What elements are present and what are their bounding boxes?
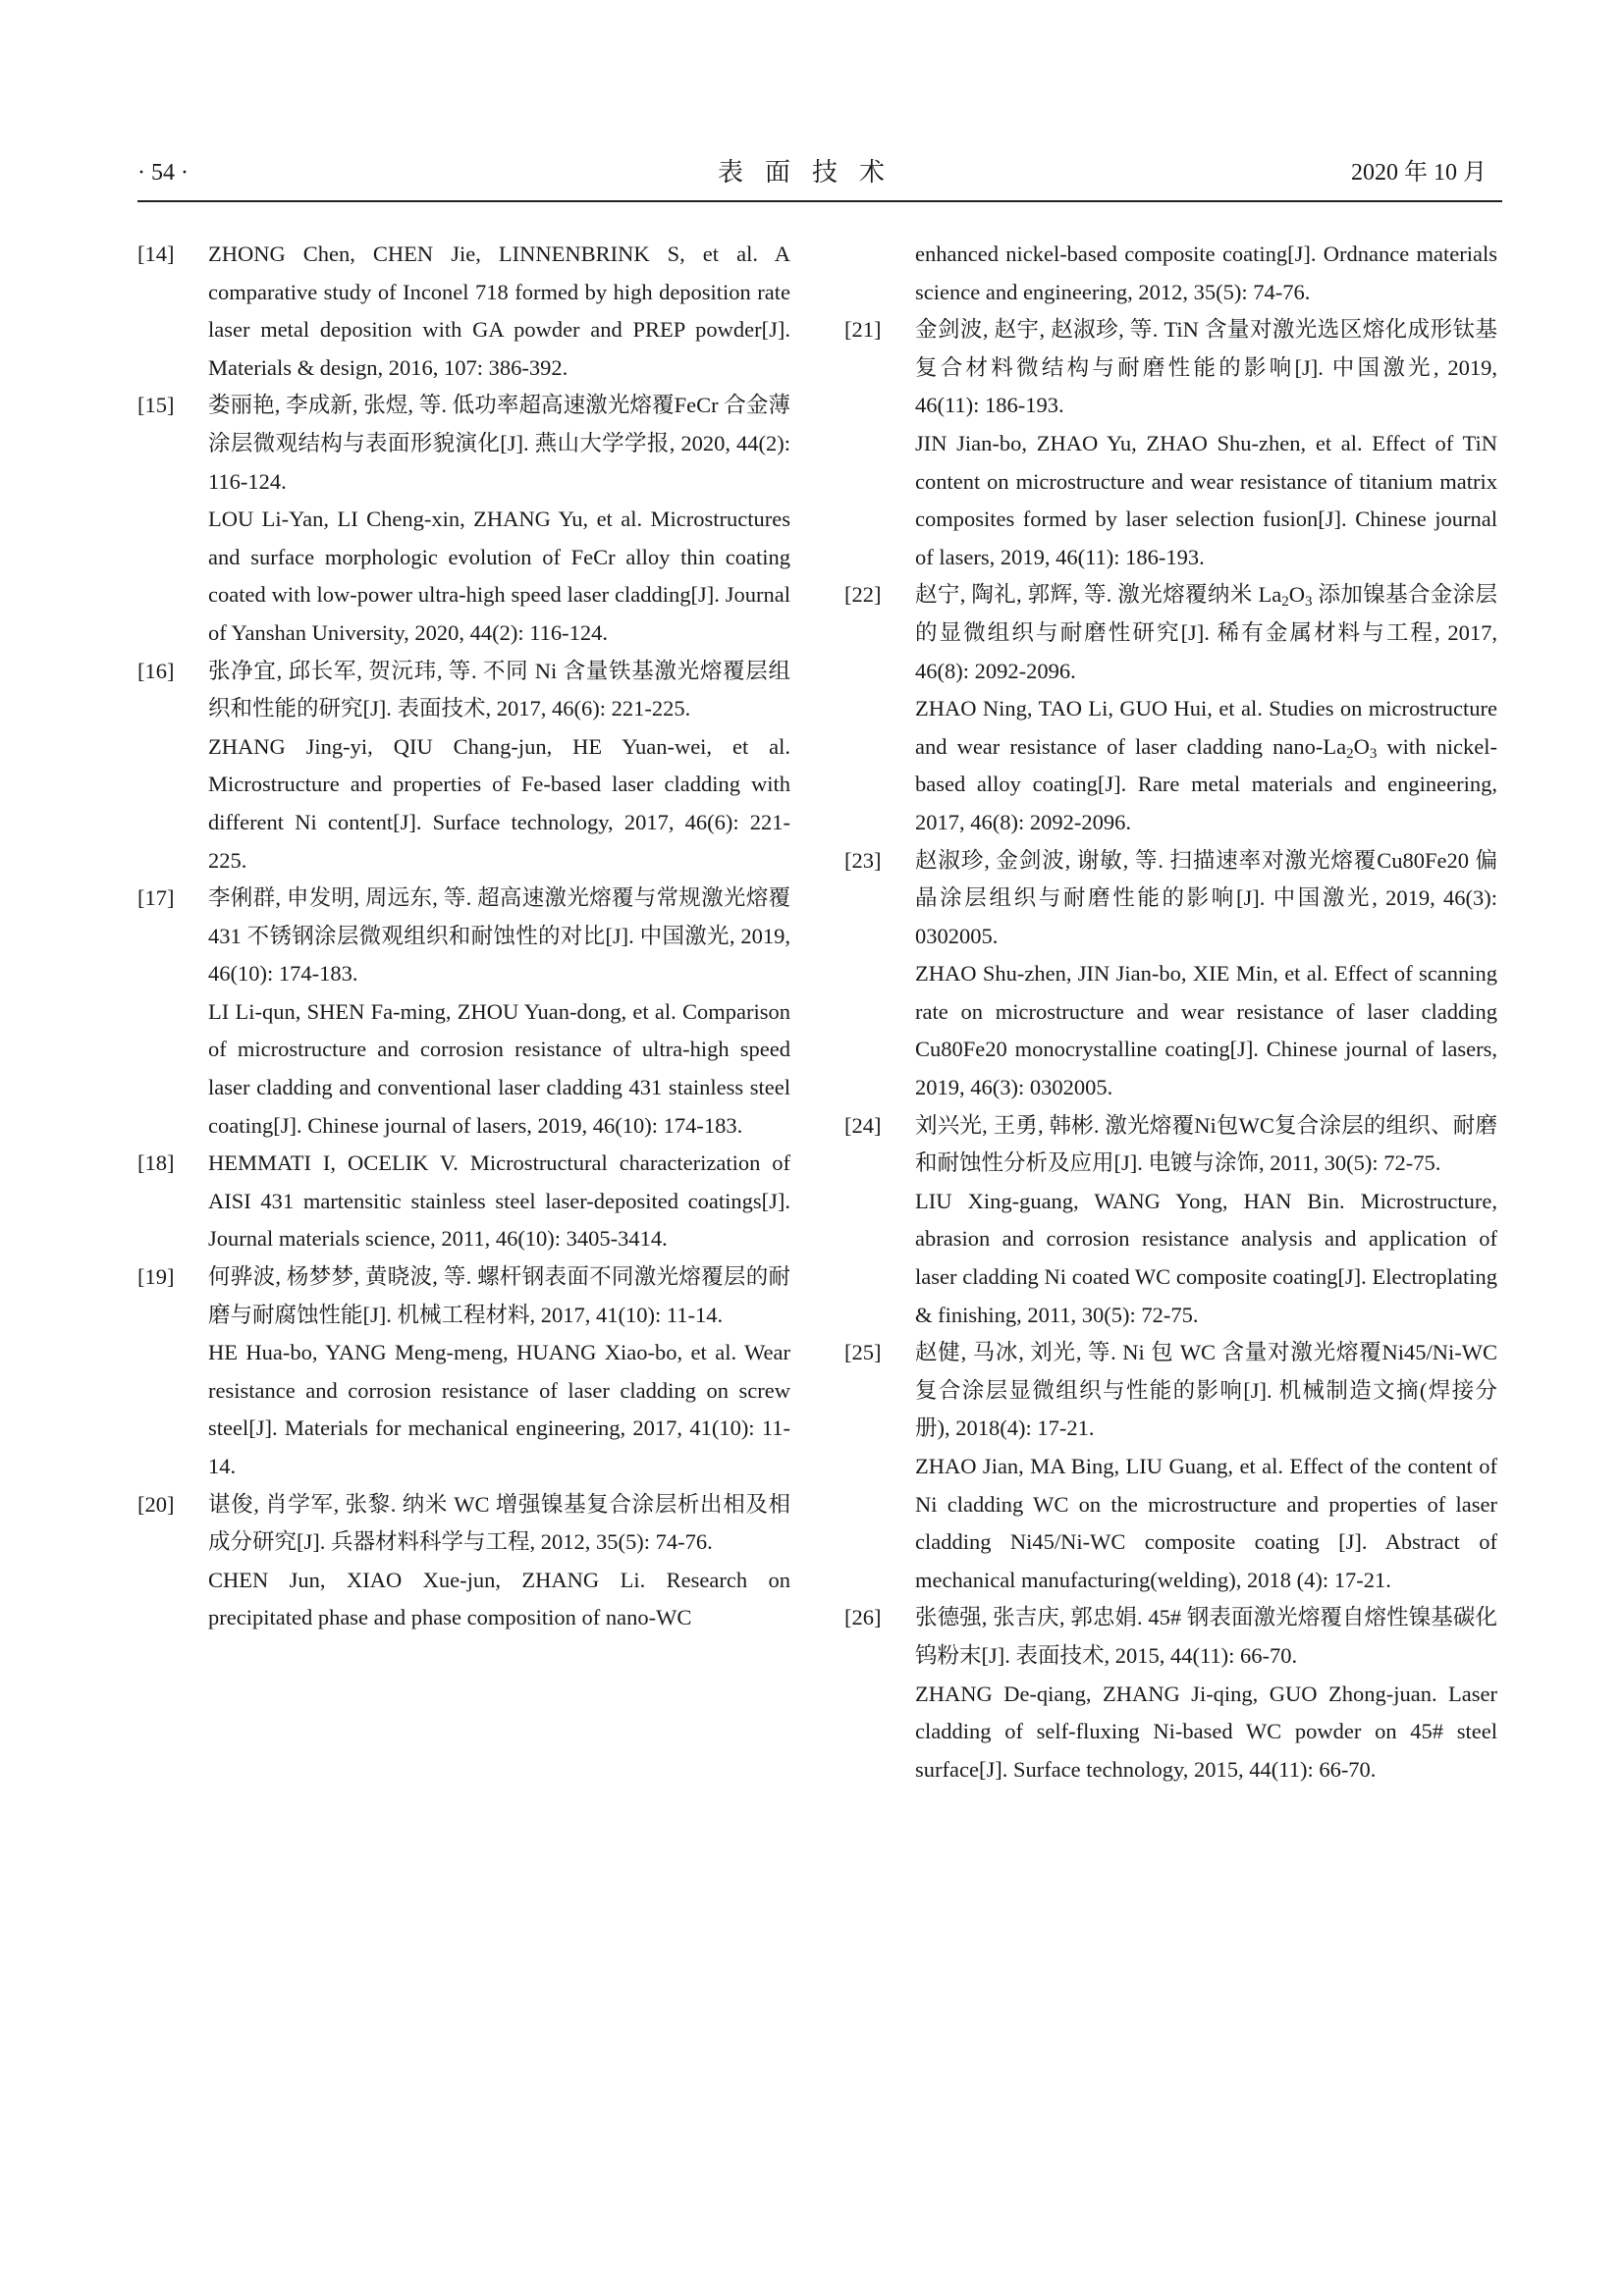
reference-text-en: LIU Xing-guang, WANG Yong, HAN Bin. Microstructure, abrasion and corrosion resistance analysis and application of laser cladding Ni coated WC composite coating[J]. Electroplating & finishing, 2011, 30(5): 72-75. — [915, 1188, 1497, 1327]
reference-text-en: ZHANG De-qiang, ZHANG Ji-qing, GUO Zhong-juan. Laser cladding of self-fluxing Ni-based WC powder on 45# steel surface[J]. Surface technology, 2015, 44(11): 66-70. — [915, 1681, 1497, 1782]
reference-number: [18] — [137, 1150, 175, 1176]
header-rule — [137, 200, 1502, 202]
reference-text-zh: 娄丽艳, 李成新, 张煜, 等. 低功率超高速激光熔覆FeCr 合金薄涂层微观结构与表面形貌演化[J]. 燕山大学学报, 2020, 44(2): 116-124. — [208, 393, 790, 494]
reference-text-en: LI Li-qun, SHEN Fa-ming, ZHOU Yuan-dong, et al. Comparison of microstructure and corrosion resistance of ultra-high speed laser cladding and conventional laser cladding 431 stainless steel coating[J]. Chinese journal of lasers, 2019, 46(10): 174-183. — [208, 998, 790, 1138]
reference-number: [25] — [844, 1340, 882, 1365]
reference-number: [17] — [137, 885, 175, 911]
reference-21 — [844, 311, 1497, 576]
reference-number: [15] — [137, 393, 175, 418]
reference-text-en: enhanced nickel-based composite coating[J]. Ordnance materials science and engineering, 2012, 35(5): 74-76. — [915, 241, 1497, 304]
issue-date: 2020 年 10 月 — [1351, 160, 1487, 186]
reference-22 — [844, 576, 1497, 841]
reference-19 — [137, 1258, 790, 1486]
reference-number: [16] — [137, 658, 175, 683]
reference-number: [21] — [844, 317, 882, 343]
reference-24 — [844, 1107, 1497, 1335]
right-column — [844, 236, 1497, 1789]
reference-text-zh: 赵宁, 陶礼, 郭辉, 等. 激光熔覆纳米 $La_2O_3$ 添加镍基合金涂层的显微组织与耐磨性研究[J]. 稀有金属材料与工程, 2017, 46(8): 2092-2096. — [915, 582, 1497, 683]
left-column — [137, 236, 790, 1637]
reference-text: HEMMATI I, OCELIK V. Microstructural characterization of AISI 431 martensitic stainless steel laser-deposited coatings[J]. Journal materials science, 2011, 46(10): 3405-3414. — [208, 1150, 790, 1252]
reference-26 — [844, 1599, 1497, 1789]
reference-14 — [137, 236, 790, 387]
reference-18 — [137, 1145, 790, 1258]
reference-number: [22] — [844, 582, 882, 608]
reference-number: [14] — [137, 241, 175, 266]
reference-23 — [844, 842, 1497, 1107]
reference-text-zh: 刘兴光, 王勇, 韩彬. 激光熔覆Ni包WC复合涂层的组织、耐磨和耐蚀性分析及应用[J]. 电镀与涂饰, 2011, 30(5): 72-75. — [915, 1112, 1497, 1176]
reference-text-en: ZHAO Jian, MA Bing, LIU Guang, et al. Effect of the content of Ni cladding WC on the microstructure and properties of laser cladding Ni45/Ni-WC composite coating [J]. Abstract of mechanical manufacturing(welding), 2018 (4): 17-21. — [915, 1454, 1497, 1592]
reference-text-en: ZHANG Jing-yi, QIU Chang-jun, HE Yuan-wei, et al. Microstructure and properties of Fe-based laser cladding with different Ni content[J]. Surface technology, 2017, 46(6): 221-225. — [208, 733, 790, 873]
reference-text-en: JIN Jian-bo, ZHAO Yu, ZHAO Shu-zhen, et al. Effect of TiN content on microstructure and wear resistance of titanium matrix composites formed by laser selection fusion[J]. Chinese journal of lasers, 2019, 46(11): 186-193. — [915, 430, 1497, 569]
reference-number: [23] — [844, 847, 882, 873]
reference-number: [20] — [137, 1491, 175, 1517]
reference-text-en: ZHAO Ning, TAO Li, GUO Hui, et al. Studies on microstructure and wear resistance of laser cladding nano-$La_2O_3$ with nickel-based alloy coating[J]. Rare metal materials and engineering, 2017, 46(8): 2092-2096. — [915, 696, 1497, 834]
reference-text-en: HE Hua-bo, YANG Meng-meng, HUANG Xiao-bo, et al. Wear resistance and corrosion resistance of laser cladding on screw steel[J]. Materials for mechanical engineering, 2017, 41(10): 11-14. — [208, 1340, 790, 1478]
reference-text-zh: 张德强, 张吉庆, 郭忠娟. 45# 钢表面激光熔覆自熔性镍基碳化钨粉末[J]. 表面技术, 2015, 44(11): 66-70. — [915, 1605, 1497, 1668]
reference-text-en: LOU Li-Yan, LI Cheng-xin, ZHANG Yu, et al. Microstructures and surface morphologic evolution of FeCr alloy thin coating coated with low-power ultra-high speed laser cladding[J]. Journal of Yanshan University, 2020, 44(2): 116-124. — [208, 507, 790, 645]
reference-number: [19] — [137, 1264, 175, 1290]
page-number: · 54 · — [137, 160, 189, 186]
reference-text-en: CHEN Jun, XIAO Xue-jun, ZHANG Li. Research on precipitated phase and phase composition of nano-WC — [208, 1567, 790, 1630]
reference-text-zh: 李俐群, 申发明, 周远东, 等. 超高速激光熔覆与常规激光熔覆 431 不锈钢涂层微观组织和耐蚀性的对比[J]. 中国激光, 2019, 46(10): 174-183. — [208, 885, 790, 987]
reference-20 — [137, 1486, 790, 1637]
reference-number: [26] — [844, 1605, 882, 1630]
reference-text-zh: 张净宜, 邱长军, 贺沅玮, 等. 不同 Ni 含量铁基激光熔覆层组织和性能的研究[J]. 表面技术, 2017, 46(6): 221-225. — [208, 658, 790, 721]
reference-text-zh: 谌俊, 肖学军, 张黎. 纳米 WC 增强镍基复合涂层析出相及相成分研究[J]. 兵器材料科学与工程, 2012, 35(5): 74-76. — [208, 1491, 790, 1555]
reference-15 — [137, 387, 790, 652]
reference-number: [24] — [844, 1112, 882, 1138]
reference-text: ZHONG Chen, CHEN Jie, LINNENBRINK S, et al. A comparative study of Inconel 718 formed by high deposition rate laser metal deposition with GA powder and PREP powder[J]. Materials & design, 2016, 107: 386-392. — [208, 241, 790, 380]
reference-text-zh: 赵健, 马冰, 刘光, 等. Ni 包 WC 含量对激光熔覆Ni45/Ni-WC 复合涂层显微组织与性能的影响[J]. 机械制造文摘(焊接分册), 2018(4): 17-21. — [915, 1340, 1497, 1441]
reference-text-zh: 何骅波, 杨梦梦, 黄晓波, 等. 螺杆钢表面不同激光熔覆层的耐磨与耐腐蚀性能[J]. 机械工程材料, 2017, 41(10): 11-14. — [208, 1264, 790, 1327]
reference-25 — [844, 1334, 1497, 1599]
reference-text-zh: 金剑波, 赵宇, 赵淑珍, 等. TiN 含量对激光选区熔化成形钛基复合材料微结构与耐磨性能的影响[J]. 中国激光, 2019, 46(11): 186-193. — [915, 317, 1497, 418]
reference-16 — [137, 653, 790, 881]
reference-17 — [137, 880, 790, 1145]
journal-title: 表面技术 — [717, 158, 906, 187]
reference-text-en: ZHAO Shu-zhen, JIN Jian-bo, XIE Min, et al. Effect of scanning rate on microstructure and wear resistance of laser cladding Cu80Fe20 monocrystalline coating[J]. Chinese journal of lasers, 2019, 46(3): 0302005. — [915, 961, 1497, 1100]
reference-text-zh: 赵淑珍, 金剑波, 谢敏, 等. 扫描速率对激光熔覆Cu80Fe20 偏晶涂层组织与耐磨性能的影响[J]. 中国激光, 2019, 46(3): 0302005. — [915, 847, 1497, 948]
reference-20-continued — [844, 236, 1497, 311]
